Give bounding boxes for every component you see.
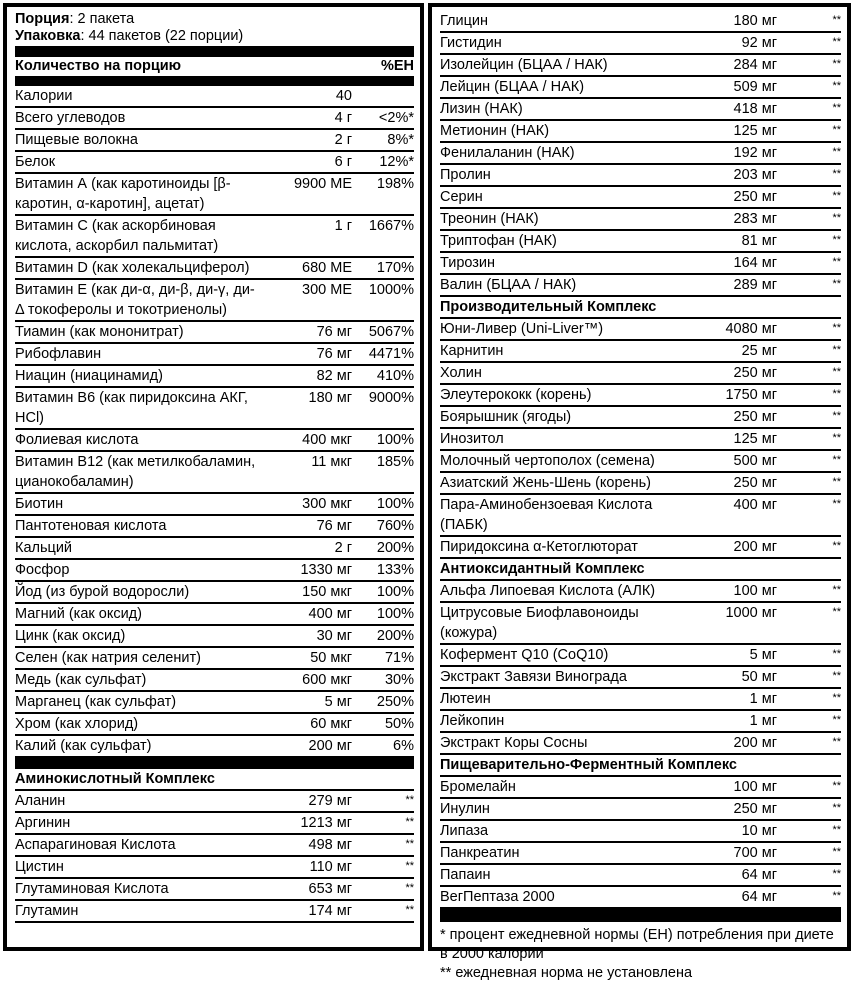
ingredient-amount: 279 мг (308, 793, 352, 809)
daily-value: 133% (376, 562, 414, 578)
daily-value: ** (832, 714, 841, 726)
daily-value: 6% (393, 738, 414, 754)
ingredient-amount: 6 г (334, 154, 352, 170)
daily-value: 760% (376, 518, 414, 534)
daily-value: ** (832, 498, 841, 510)
daily-value: ** (832, 256, 841, 268)
serving-value: : 2 пакета (69, 11, 135, 27)
daily-value: ** (832, 868, 841, 880)
ingredient-name: Калий (как сульфат) (15, 738, 152, 754)
ingredient-amount: 1 г (334, 218, 352, 234)
ingredient-amount: 150 мкг (302, 584, 352, 600)
digestive-list (440, 777, 841, 909)
ingredient-amount: 500 мг (733, 453, 777, 469)
ingredient-name: Серин (440, 189, 483, 205)
table-row (15, 494, 414, 516)
ingredient-amount: 200 мг (733, 539, 777, 555)
daily-value: ** (832, 234, 841, 246)
daily-value: ** (832, 736, 841, 748)
daily-value: 170% (376, 260, 414, 276)
ingredient-amount: 284 мг (733, 57, 777, 73)
daily-value: 100% (376, 496, 414, 512)
daily-value: 71% (384, 650, 414, 666)
ingredient-name: Тиамин (как мононитрат) (15, 324, 184, 340)
ingredient-name: Аргинин (15, 815, 71, 831)
ingredient-name: Белок (15, 154, 56, 170)
ingredient-name: Инулин (440, 801, 490, 817)
amino-list-right (440, 11, 841, 297)
ingredient-amount: 64 мг (741, 867, 777, 883)
ingredient-name: Элеутерококк (корень) (440, 387, 592, 403)
daily-value: 198% (376, 176, 414, 192)
table-row (440, 603, 841, 645)
ingredient-name: Витамин В12 (как метилкобаламин, цианокобаламин) (15, 454, 256, 490)
divider-thick (440, 909, 841, 922)
table-row (15, 560, 414, 582)
ingredient-name: Биотин (15, 496, 64, 512)
ingredient-name: Ниацин (ниацинамид) (15, 368, 163, 384)
ingredient-amount: 203 мг (733, 167, 777, 183)
daily-value: ** (405, 882, 414, 894)
ingredient-amount: 2 г (334, 132, 352, 148)
ingredient-name: Цитрусовые Биофлавоноиды (кожура) (440, 605, 639, 641)
daily-value: ** (832, 410, 841, 422)
daily-value: ** (405, 838, 414, 850)
ingredient-amount: 4080 мг (725, 321, 777, 337)
ingredient-name: Пролин (440, 167, 491, 183)
table-row (15, 174, 414, 216)
daily-value: ** (832, 648, 841, 660)
ingredient-amount: 300 МЕ (302, 282, 352, 298)
ingredient-name: Метионин (НАК) (440, 123, 550, 139)
ingredient-amount: 2 г (334, 540, 352, 556)
ingredient-name: Триптофан (НАК) (440, 233, 557, 249)
table-row (440, 99, 841, 121)
ingredient-amount: 81 мг (741, 233, 777, 249)
ingredient-name: Молочный чертополох (семена) (440, 453, 655, 469)
ingredient-name: Тирозин (440, 255, 496, 271)
ingredient-name: Селен (как натрия селенит) (15, 650, 201, 666)
table-header (15, 57, 414, 86)
ingredient-amount: 164 мг (733, 255, 777, 271)
ingredient-amount: 76 мг (316, 518, 352, 534)
ingredient-name: Папаин (440, 867, 491, 883)
ingredient-name: Калории (15, 88, 73, 104)
section-title-performance: Производительный Комплекс (440, 297, 841, 319)
ingredient-name: ВегПептаза 2000 (440, 889, 555, 905)
footnote-not-established: ** ежедневная норма не установлена (440, 965, 693, 981)
table-row (440, 231, 841, 253)
ingredient-name: Рибофлавин (15, 346, 102, 362)
ingredient-amount: 400 мкг (302, 432, 352, 448)
daily-value: ** (832, 890, 841, 902)
table-row (440, 363, 841, 385)
ingredient-amount: 1 мг (749, 713, 777, 729)
ingredient-name: Лютеин (440, 691, 491, 707)
ingredient-amount: 498 мг (308, 837, 352, 853)
ingredient-amount: 50 мкг (310, 650, 352, 666)
daily-value: 5067% (368, 324, 414, 340)
daily-value: ** (832, 802, 841, 814)
ingredient-amount: 110 мг (309, 859, 352, 875)
ingredient-amount: 250 мг (733, 801, 777, 817)
section-title-amino: Аминокислотный Комплекс (15, 758, 414, 791)
antioxidant-list (440, 581, 841, 755)
ingredient-name: Лизин (НАК) (440, 101, 523, 117)
ingredient-amount: 400 мг (733, 497, 777, 513)
ingredient-amount: 600 мкг (302, 672, 352, 688)
daily-value: 200% (376, 540, 414, 556)
daily-value: 50% (384, 716, 414, 732)
ingredient-amount: 250 мг (733, 365, 777, 381)
ingredient-name: Цинк (как оксид) (15, 628, 126, 644)
daily-value: ** (405, 860, 414, 872)
daily-value: ** (832, 606, 841, 618)
daily-value (352, 86, 414, 106)
daily-value: ** (832, 58, 841, 70)
ingredient-amount: 1750 мг (725, 387, 777, 403)
daily-value: ** (832, 80, 841, 92)
daily-value: ** (832, 278, 841, 290)
daily-value: 12%* (379, 154, 414, 170)
ingredient-amount: 11 мкг (311, 454, 352, 470)
ingredient-name: Витамин С (как аскорбиновая кислота, аскорбил пальмитат) (15, 218, 219, 254)
daily-value: ** (832, 780, 841, 792)
ingredient-amount: 100 мг (733, 583, 777, 599)
daily-value: 1667% (368, 218, 414, 234)
table-row (15, 835, 414, 857)
ingredient-name: Лейцин (БЦАА / НАК) (440, 79, 585, 95)
table-row (440, 11, 841, 33)
ingredient-name: Йод (из бурой водоросли) (15, 584, 190, 600)
table-row (15, 901, 414, 923)
left-panel (3, 3, 424, 951)
divider-thick (15, 46, 414, 57)
table-row (440, 843, 841, 865)
serving-label: Порция (15, 11, 70, 27)
ingredient-name: Глутаминовая Кислота (15, 881, 169, 897)
table-row (15, 670, 414, 692)
ingredient-name: Гистидин (440, 35, 502, 51)
ingredient-name: Марганец (как сульфат) (15, 694, 177, 710)
table-row (440, 667, 841, 689)
ingredient-amount: 174 мг (308, 903, 352, 919)
ingredient-amount: 92 мг (741, 35, 777, 51)
daily-value: <2%* (378, 110, 414, 126)
ingredient-name: Экстракт Завязи Винограда (440, 669, 627, 685)
table-row (440, 821, 841, 843)
table-row (440, 645, 841, 667)
table-row (15, 714, 414, 736)
ingredient-amount: 76 мг (316, 346, 352, 362)
daily-value: 100% (376, 432, 414, 448)
ingredient-name: Пиридоксина α-Кетоглюторат (440, 539, 638, 555)
ingredient-name: Кальций (15, 540, 73, 556)
table-row (440, 275, 841, 297)
daily-value: ** (832, 692, 841, 704)
daily-value: 1000% (368, 282, 414, 298)
table-row (440, 209, 841, 231)
table-row (15, 516, 414, 538)
daily-value: ** (832, 670, 841, 682)
table-row (15, 366, 414, 388)
ingredient-amount: 1213 мг (300, 815, 352, 831)
ingredient-amount: 9900 МЕ (293, 176, 352, 192)
daily-value: ** (832, 168, 841, 180)
ingredient-name: Кофермент Q10 (CoQ10) (440, 647, 609, 663)
package-label: Упаковка (15, 28, 81, 44)
ingredient-amount: 283 мг (733, 211, 777, 227)
table-row (440, 143, 841, 165)
daily-value: ** (832, 124, 841, 136)
package-value: : 44 пакетов (22 порции) (80, 28, 244, 44)
table-row (440, 537, 841, 559)
daily-value: ** (832, 366, 841, 378)
table-row (440, 33, 841, 55)
table-row (440, 55, 841, 77)
right-panel (428, 3, 851, 981)
daily-value: ** (832, 14, 841, 26)
daily-value: ** (405, 904, 414, 916)
dv-heading: %ЕН (380, 58, 414, 74)
daily-value: ** (832, 146, 841, 158)
ingredient-name: Глутамин (15, 903, 79, 919)
table-row (440, 711, 841, 733)
table-row (15, 108, 414, 130)
ingredient-amount: 300 мкг (302, 496, 352, 512)
ingredient-amount: 5 мг (749, 647, 777, 663)
daily-value: ** (832, 846, 841, 858)
daily-value: 250% (376, 694, 414, 710)
ingredient-amount: 1330 мг (300, 562, 352, 578)
table-row (15, 130, 414, 152)
ingredient-amount: 60 мкг (310, 716, 352, 732)
table-row (15, 648, 414, 670)
ingredient-name: Витамин В6 (как пиридоксина АКГ, HCl) (15, 390, 248, 426)
table-row (15, 857, 414, 879)
ingredient-name: Витамин А (как каротиноиды [β-каротин, α-каротин], ацетат) (15, 176, 231, 212)
daily-value: ** (832, 322, 841, 334)
table-row (440, 187, 841, 209)
ingredient-name: Пищевые волокна (15, 132, 138, 148)
table-row (440, 253, 841, 275)
ingredient-amount: 250 мг (733, 475, 777, 491)
ingredient-amount: 5 мг (324, 694, 352, 710)
ingredient-amount: 180 мг (733, 13, 777, 29)
daily-value: ** (832, 584, 841, 596)
daily-value: 30% (384, 672, 414, 688)
package-size (15, 28, 414, 45)
table-row (440, 341, 841, 363)
table-row (15, 692, 414, 714)
ingredient-name: Магний (как оксид) (15, 606, 142, 622)
table-row (15, 86, 414, 108)
ingredient-amount: 82 мг (316, 368, 352, 384)
ingredient-name: Боярышник (ягоды) (440, 409, 572, 425)
table-row (440, 429, 841, 451)
ingredient-name: Холин (440, 365, 482, 381)
ingredient-name: Глицин (440, 13, 489, 29)
ingredient-amount: 180 мг (308, 390, 352, 406)
daily-value: ** (832, 476, 841, 488)
table-row (15, 152, 414, 174)
daily-value: 410% (376, 368, 414, 384)
ingredient-name: Пантотеновая кислота (15, 518, 167, 534)
table-row (440, 385, 841, 407)
daily-value: ** (832, 190, 841, 202)
ingredient-amount: 200 мг (308, 738, 352, 754)
table-row (15, 791, 414, 813)
ingredient-name: Медь (как сульфат) (15, 672, 147, 688)
table-row (15, 430, 414, 452)
ingredient-name: Изолейцин (БЦАА / НАК) (440, 57, 608, 73)
ingredient-amount: 418 мг (733, 101, 777, 117)
ingredient-name: Азиатский Жень-Шень (корень) (440, 475, 651, 491)
table-row (440, 865, 841, 887)
ingredient-name: Пара-Аминобензоевая Кислота (ПАБК) (440, 497, 653, 533)
table-row (440, 165, 841, 187)
ingredient-amount: 250 мг (733, 409, 777, 425)
ingredient-name: Липаза (440, 823, 489, 839)
ingredient-name: Экстракт Коры Сосны (440, 735, 588, 751)
ingredient-amount: 100 мг (733, 779, 777, 795)
ingredient-amount: 289 мг (733, 277, 777, 293)
ingredient-amount: 200 мг (733, 735, 777, 751)
ingredient-amount: 40 (335, 88, 352, 104)
daily-value: 185% (376, 454, 414, 470)
ingredient-amount: 400 мг (308, 606, 352, 622)
ingredient-amount: 250 мг (733, 189, 777, 205)
ingredient-amount: 509 мг (733, 79, 777, 95)
ingredient-name: Всего углеводов (15, 110, 126, 126)
table-row (15, 604, 414, 626)
table-row (440, 777, 841, 799)
ingredient-amount: 1000 мг (725, 605, 777, 621)
amount-per-serving-heading: Количество на порцию (15, 58, 182, 74)
ingredient-amount: 25 мг (741, 343, 777, 359)
ingredient-name: Юни-Ливер (Uni-Liver™) (440, 321, 604, 337)
table-row (15, 452, 414, 494)
table-row (440, 495, 841, 537)
ingredient-name: Лейкопин (440, 713, 505, 729)
ingredient-name: Фенилаланин (НАК) (440, 145, 575, 161)
daily-value: 8%* (387, 132, 414, 148)
daily-value: ** (832, 36, 841, 48)
ingredient-name: Бромелайн (440, 779, 516, 795)
daily-value: ** (832, 388, 841, 400)
table-row (440, 319, 841, 341)
ingredient-amount: 10 мг (741, 823, 777, 839)
performance-list (440, 319, 841, 559)
amino-list-left (15, 791, 414, 923)
table-row (440, 733, 841, 755)
ingredient-amount: 125 мг (733, 431, 777, 447)
daily-value: ** (832, 102, 841, 114)
table-row (440, 689, 841, 711)
table-row (15, 216, 414, 258)
ingredient-amount: 30 мг (316, 628, 352, 644)
ingredient-name: Фосфор (15, 562, 70, 578)
daily-value: ** (405, 794, 414, 806)
daily-value: 9000% (368, 390, 414, 406)
footnote-dv: * процент ежедневной нормы (ЕН) потребления при диете в 2000 калорий (440, 927, 834, 962)
serving-size (15, 11, 414, 28)
ingredient-name: Карнитин (440, 343, 504, 359)
ingredient-amount: 680 МЕ (302, 260, 352, 276)
table-row (15, 388, 414, 430)
table-row (440, 121, 841, 143)
ingredient-name: Инозитол (440, 431, 504, 447)
table-row (440, 887, 841, 909)
ingredient-amount: 125 мг (733, 123, 777, 139)
daily-value: ** (832, 432, 841, 444)
daily-value: ** (832, 454, 841, 466)
ingredient-amount: 64 мг (741, 889, 777, 905)
table-row (440, 451, 841, 473)
ingredient-amount: 192 мг (733, 145, 777, 161)
table-row (440, 799, 841, 821)
table-row (15, 258, 414, 280)
table-row (440, 473, 841, 495)
table-row (15, 879, 414, 901)
ingredient-amount: 653 мг (308, 881, 352, 897)
section-title-antioxidant: Антиоксидантный Комплекс (440, 559, 841, 581)
table-row (440, 581, 841, 603)
daily-value: ** (832, 344, 841, 356)
table-row (15, 280, 414, 322)
daily-value: ** (832, 540, 841, 552)
footnotes (440, 922, 841, 983)
daily-value: ** (832, 824, 841, 836)
nutrient-list (15, 86, 414, 758)
table-row (15, 582, 414, 604)
ingredient-name: Валин (БЦАА / НАК) (440, 277, 577, 293)
ingredient-amount: 50 мг (741, 669, 777, 685)
daily-value: ** (832, 212, 841, 224)
ingredient-name: Фолиевая кислота (15, 432, 139, 448)
table-row (440, 77, 841, 99)
table-row (440, 407, 841, 429)
table-row (15, 344, 414, 366)
ingredient-name: Альфа Липоевая Кислота (АЛК) (440, 583, 656, 599)
table-row (15, 322, 414, 344)
daily-value: ** (405, 816, 414, 828)
daily-value: 100% (376, 584, 414, 600)
table-row (15, 736, 414, 758)
ingredient-name: Аспарагиновая Кислота (15, 837, 176, 853)
table-row (15, 813, 414, 835)
daily-value: 200% (376, 628, 414, 644)
table-row (15, 538, 414, 560)
table-row (15, 626, 414, 648)
ingredient-amount: 1 мг (749, 691, 777, 707)
ingredient-name: Треонин (НАК) (440, 211, 539, 227)
ingredient-name: Цистин (15, 859, 64, 875)
ingredient-amount: 4 г (334, 110, 352, 126)
ingredient-name: Хром (как хлорид) (15, 716, 139, 732)
ingredient-amount: 76 мг (316, 324, 352, 340)
ingredient-name: Витамин D (как холекальциферол) (15, 260, 250, 276)
daily-value: 100% (376, 606, 414, 622)
daily-value: 4471% (368, 346, 414, 362)
ingredient-name: Аланин (15, 793, 66, 809)
ingredient-amount: 700 мг (733, 845, 777, 861)
ingredient-name: Панкреатин (440, 845, 520, 861)
section-title-digestive: Пищеварительно-Ферментный Комплекс (440, 755, 841, 777)
ingredient-name: Витамин Е (как ди-α, ди-β, ди-γ, ди-Δ токоферолы и токотриенолы) (15, 282, 255, 318)
